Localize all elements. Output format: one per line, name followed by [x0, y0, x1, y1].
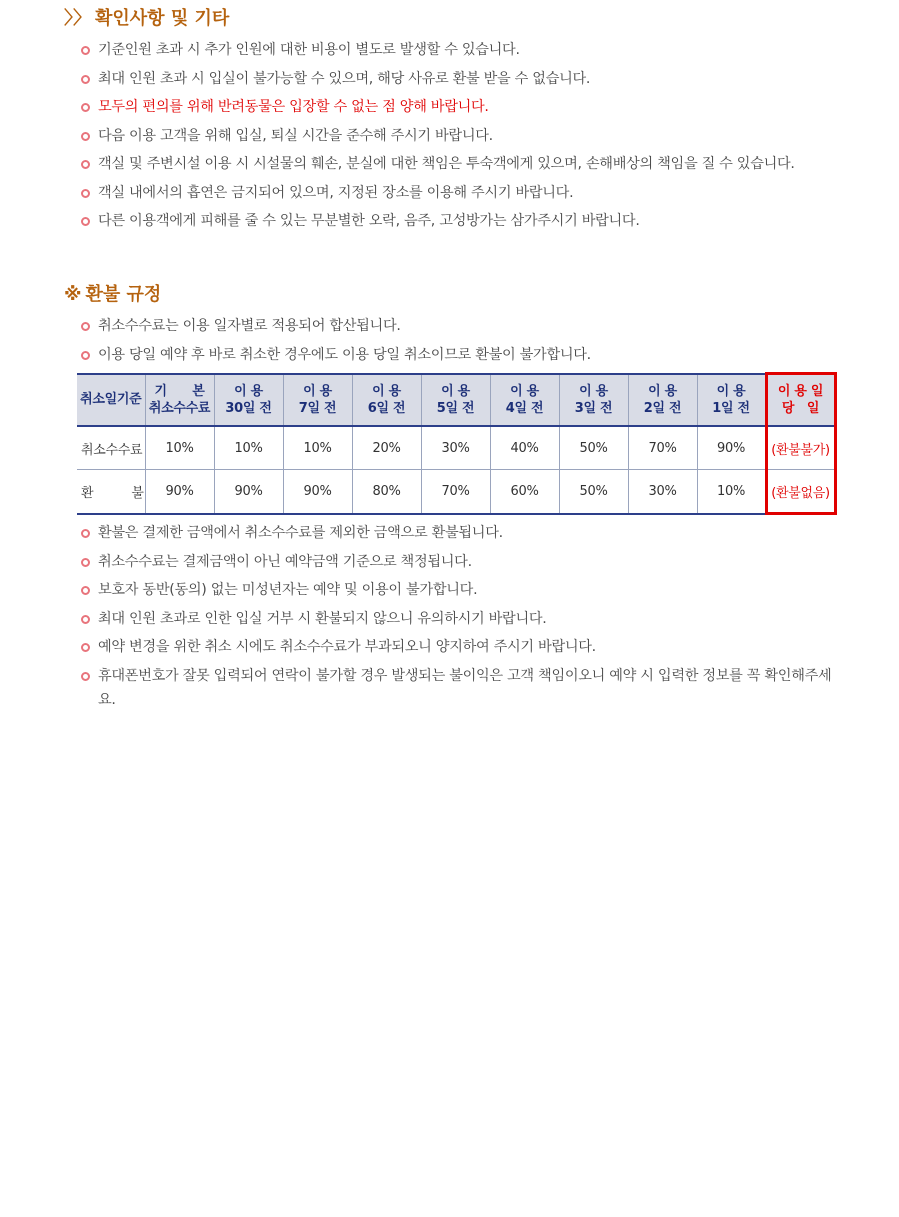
header-cell: 이 용 3일 전 — [559, 374, 628, 427]
confirm-item-text: 기준인원 초과 시 추가 인원에 대한 비용이 별도로 발생할 수 있습니다. — [98, 42, 520, 58]
table-cell: 70% — [421, 470, 490, 514]
bullet-ring-icon — [81, 322, 90, 331]
table-cell: 40% — [490, 426, 559, 470]
confirm-item — [80, 152, 840, 176]
table-cell: 10% — [214, 426, 283, 470]
refund-post-item — [80, 664, 840, 712]
table-cell: 30% — [421, 426, 490, 470]
bullet-ring-icon — [81, 75, 90, 84]
bullet-ring-icon — [81, 586, 90, 595]
refund-pre-list — [80, 314, 840, 371]
refund-post-item — [80, 521, 840, 545]
confirm-item — [80, 209, 840, 233]
confirm-item — [80, 124, 840, 148]
table-cell: 20% — [352, 426, 421, 470]
bullet-ring-icon — [81, 132, 90, 141]
bullet-ring-icon — [81, 103, 90, 112]
table-cell: 10% — [145, 426, 214, 470]
confirm-item — [80, 67, 840, 91]
table-cell-today: (환불불가) — [766, 426, 835, 470]
table-cell: 10% — [283, 426, 352, 470]
header-cell: 이 용 1일 전 — [697, 374, 766, 427]
refund-post-item-text: 최대 인원 초과로 인한 입실 거부 시 환불되지 않으니 유의하시기 바랍니다. — [98, 610, 547, 627]
table-cell: 10% — [697, 470, 766, 514]
bullet-ring-icon — [81, 615, 90, 624]
confirm-item — [80, 38, 840, 62]
table-cell: 50% — [559, 426, 628, 470]
refund-post-item-text: 취소수수료는 결제금액이 아닌 예약금액 기준으로 책정됩니다. — [98, 553, 472, 570]
refund-pre-item-text: 취소수수료는 이용 일자별로 적용되어 합산됩니다. — [98, 318, 401, 334]
table-cell: 90% — [214, 470, 283, 514]
refund-post-item-text: 환불은 결제한 금액에서 취소수수료를 제외한 금액으로 환불됩니다. — [98, 525, 503, 541]
confirm-title-text: 확인사항 및 기타 — [95, 8, 230, 29]
row-label: 환 불 — [77, 470, 145, 514]
refund-post-item — [80, 635, 840, 659]
table-cell: 70% — [628, 426, 697, 470]
header-cell-today: 이 용 일 당 일 — [766, 374, 835, 427]
header-cell: 이 용 5일 전 — [421, 374, 490, 427]
confirm-item-text: 다음 이용 고객을 위해 입실, 퇴실 시간을 준수해 주시기 바랍니다. — [98, 127, 493, 144]
bullet-ring-icon — [81, 351, 90, 360]
refund-post-item — [80, 550, 840, 574]
header-cell: 기 본 취소수수료 — [145, 374, 214, 427]
table-row-refund — [77, 470, 835, 514]
table-cell: 90% — [145, 470, 214, 514]
table-cell: 50% — [559, 470, 628, 514]
confirm-item — [80, 181, 840, 205]
table-cell: 60% — [490, 470, 559, 514]
refund-post-item — [80, 607, 840, 631]
table-cell: 80% — [352, 470, 421, 514]
reference-mark-marker: ※ — [64, 284, 82, 305]
confirm-list — [80, 38, 840, 238]
refund-post-item-text: 휴대폰번호가 잘못 입력되어 연락이 불가할 경우 발생되는 불이익은 고객 책임이오니 예약 시 입력한 정보를 꼭 확인해주세요. — [98, 667, 832, 708]
row-label: 취소수수료 — [77, 426, 145, 470]
refund-post-item — [80, 578, 840, 602]
header-cell: 취소일기준 — [77, 374, 145, 427]
refund-pre-item — [80, 343, 840, 367]
header-cell: 이 용 6일 전 — [352, 374, 421, 427]
bullet-ring-icon — [81, 672, 90, 681]
bullet-ring-icon — [81, 217, 90, 226]
table-cell: 90% — [283, 470, 352, 514]
table-header-row — [77, 374, 835, 427]
refund-fee-table — [77, 372, 837, 515]
header-cell: 이 용 7일 전 — [283, 374, 352, 427]
bullet-ring-icon — [81, 189, 90, 198]
bullet-ring-icon — [81, 643, 90, 652]
confirm-item-text: 모두의 편의를 위해 반려동물은 입장할 수 없는 점 양해 바랍니다. — [98, 99, 489, 115]
refund-title-text: 환불 규정 — [85, 284, 162, 305]
confirm-item — [80, 95, 840, 119]
confirm-item-text: 객실 내에서의 흡연은 금지되어 있으며, 지정된 장소를 이용해 주시기 바랍니다. — [98, 184, 574, 201]
table-row-fee — [77, 426, 835, 470]
refund-pre-item-text: 이용 당일 예약 후 바로 취소한 경우에도 이용 당일 취소이므로 환불이 불가합니다. — [98, 346, 591, 363]
double-chevron-marker: 〉〉 — [64, 8, 91, 29]
confirm-item-text: 객실 및 주변시설 이용 시 시설물의 훼손, 분실에 대한 책임은 투숙객에게 있으며, 손해배상의 책임을 질 수 있습니다. — [98, 156, 795, 172]
bullet-ring-icon — [81, 46, 90, 55]
confirm-item-text: 다른 이용객에게 피해를 줄 수 있는 무분별한 오락, 음주, 고성방가는 삼가주시기 바랍니다. — [98, 213, 640, 229]
bullet-ring-icon — [81, 529, 90, 538]
header-cell: 이 용 2일 전 — [628, 374, 697, 427]
table-cell: 90% — [697, 426, 766, 470]
refund-post-item-text: 예약 변경을 위한 취소 시에도 취소수수료가 부과되오니 양지하여 주시기 바랍니다. — [98, 639, 596, 655]
confirm-section-title — [64, 8, 229, 30]
refund-section-title — [64, 284, 161, 306]
table-cell-today: (환불없음) — [766, 470, 835, 514]
bullet-ring-icon — [81, 558, 90, 567]
refund-post-list — [80, 521, 840, 716]
header-cell: 이 용 30일 전 — [214, 374, 283, 427]
refund-post-item-text: 보호자 동반(동의) 없는 미성년자는 예약 및 이용이 불가합니다. — [98, 582, 478, 598]
refund-pre-item — [80, 314, 840, 338]
table-cell: 30% — [628, 470, 697, 514]
bullet-ring-icon — [81, 160, 90, 169]
header-cell: 이 용 4일 전 — [490, 374, 559, 427]
confirm-item-text: 최대 인원 초과 시 입실이 불가능할 수 있으며, 해당 사유로 환불 받을 수 없습니다. — [98, 70, 591, 87]
